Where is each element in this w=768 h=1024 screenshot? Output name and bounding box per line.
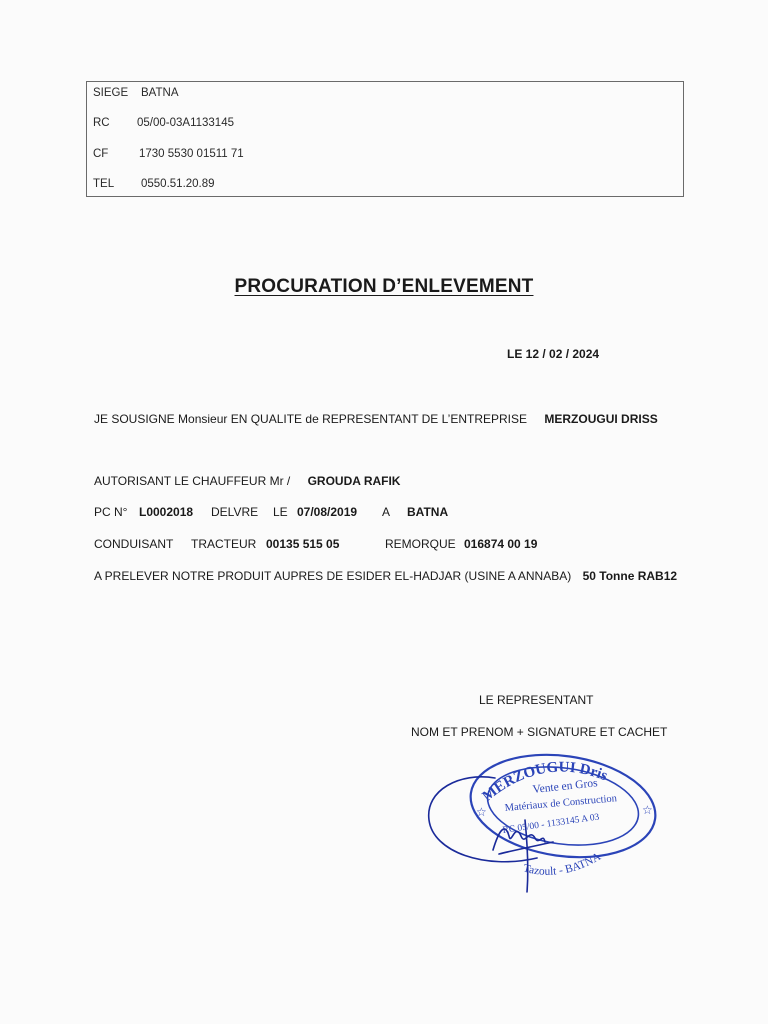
trailer-label: REMORQUE — [385, 537, 456, 551]
trailer-number: 016874 00 19 — [464, 537, 538, 551]
header-label: CF — [93, 148, 109, 160]
license-line — [94, 505, 474, 521]
driver-text: AUTORISANT LE CHAUFFEUR Mr / — [94, 474, 291, 488]
representative-text: JE SOUSIGNE Monsieur EN QUALITE de REPRESENTANT DE L’ENTREPRISE — [94, 412, 528, 426]
driver-name: GROUDA RAFIK — [307, 474, 401, 488]
header-value: 05/00-03A1133145 — [137, 117, 234, 129]
header-value: 0550.51.20.89 — [141, 178, 215, 190]
header-label: SIEGE — [93, 87, 129, 99]
document-title: PROCURATION D’ENLEVEMENT — [234, 276, 534, 297]
product-quantity: 50 Tonne RAB12 — [582, 569, 678, 583]
stamp-line4: Tazoult - BATNA — [521, 850, 603, 878]
document-date: LE 12 / 02 / 2024 — [507, 347, 600, 361]
star-icon: ☆ — [642, 803, 653, 817]
place-label: A — [382, 505, 391, 519]
signature-caption: NOM ET PRENOM + SIGNATURE ET CACHET — [411, 725, 668, 739]
star-icon: ☆ — [476, 805, 487, 819]
tractor-number: 00135 515 05 — [266, 537, 340, 551]
stamp-line1: Vente en Gros — [532, 777, 599, 796]
product-text: A PRELEVER NOTRE PRODUIT AUPRES DE ESIDER EL-HADJAR (USINE A ANNABA) — [94, 569, 572, 583]
header-row-rc — [93, 117, 234, 129]
license-number: L0002018 — [139, 505, 194, 519]
representative-label: LE REPRESENTANT — [479, 693, 594, 707]
header-row-tel — [93, 178, 215, 190]
header-value: BATNA — [141, 87, 179, 99]
header-value: 1730 5530 01511 71 — [139, 148, 244, 160]
driver-line — [94, 474, 400, 488]
stamp-line2: Matériaux de Construction — [504, 793, 618, 814]
license-date: 07/08/2019 — [297, 505, 358, 519]
header-label: RC — [93, 117, 110, 129]
vehicle-line — [94, 537, 554, 553]
license-label: PC N° — [94, 505, 128, 519]
date-label: LE — [273, 505, 288, 519]
header-row-siege — [93, 87, 179, 99]
stamp-name: MERZOUGUI Dris — [479, 759, 610, 805]
company-name: MERZOUGUI DRISS — [544, 412, 658, 426]
product-line — [94, 569, 677, 583]
header-row-cf — [93, 148, 244, 160]
stamp-line3: RC 05/00 - 1133145 A 03 — [502, 812, 601, 836]
header-label: TEL — [93, 178, 115, 190]
delivered-label: DELVRE — [211, 505, 259, 519]
representative-line — [94, 412, 658, 426]
driving-label: CONDUISANT — [94, 537, 174, 551]
license-place: BATNA — [407, 505, 449, 519]
company-info-box — [86, 81, 684, 197]
company-stamp — [425, 750, 665, 900]
tractor-label: TRACTEUR — [191, 537, 257, 551]
